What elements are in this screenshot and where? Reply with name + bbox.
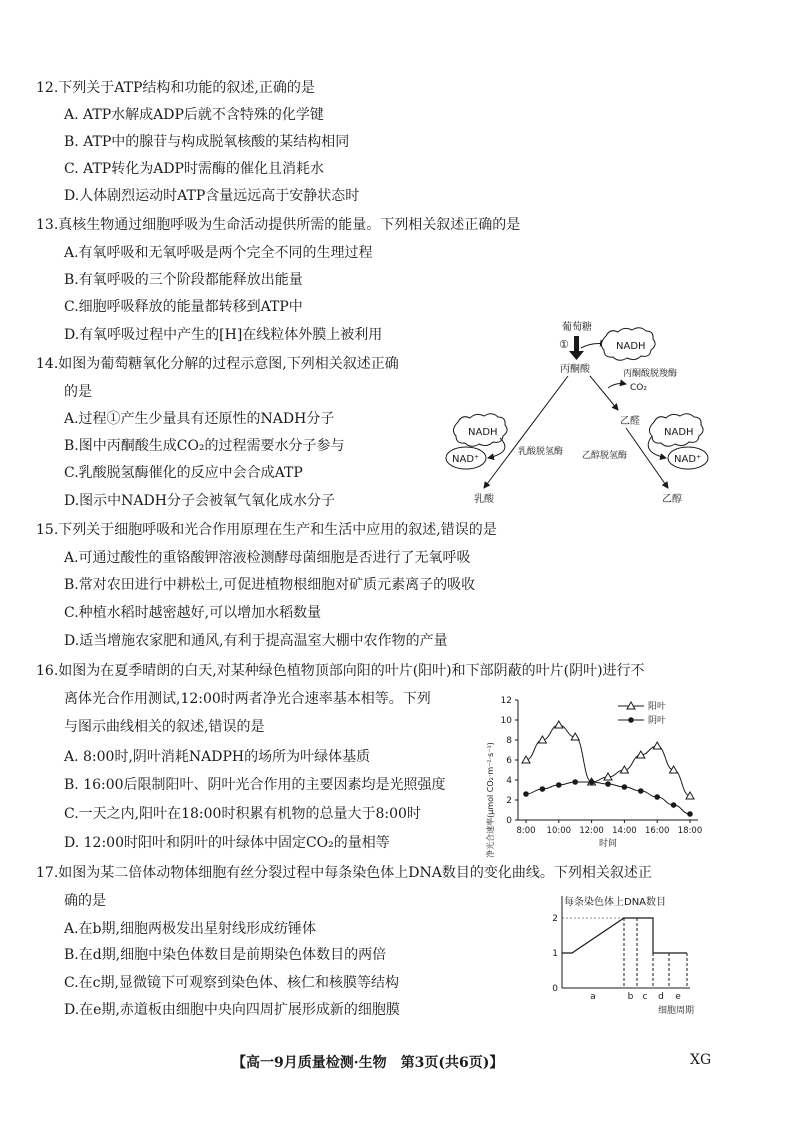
- chart16-point-circle: [638, 788, 644, 794]
- chart16-point-circle: [523, 791, 529, 797]
- glucose-label: 葡萄糖: [562, 322, 592, 333]
- q17-stem-line1: 17.如图为某二倍体动物体细胞有丝分裂过程中每条染色体上DNA数目的变化曲线。下列相关叙述正: [36, 865, 652, 881]
- q12-option-a: A. ATP水解成ADP后就不含特殊的化学键: [64, 107, 324, 123]
- chart16-ytick-label: 2: [506, 796, 512, 806]
- q13-option-a: A.有氧呼吸和无氧呼吸是两个完全不同的生理过程: [64, 245, 373, 261]
- chart16-legend-label: 阴叶: [648, 716, 667, 726]
- q17-stem-line2: 确的是: [64, 893, 106, 909]
- dna-per-chromosome-chart: [540, 890, 720, 1020]
- chart17-ytick-label: 1: [552, 949, 558, 959]
- glucose-oxidation-diagram: [440, 318, 720, 508]
- q15-option-d: D.适当增施农家肥和通风,有利于提高温室大棚中农作物的产量: [64, 633, 448, 649]
- chart17-phase-label: d: [658, 992, 664, 1002]
- nadh-right-label: NADH: [664, 427, 694, 438]
- chart16-point-circle: [540, 786, 546, 792]
- chart16-legend-label: 阳叶: [648, 702, 667, 712]
- nad-left-label: NAD⁺: [452, 454, 480, 465]
- chart17-phase-label: b: [627, 992, 634, 1002]
- q12-stem: 12.下列关于ATP结构和功能的叙述,正确的是: [36, 80, 315, 96]
- chart16-ytick-label: 10: [500, 716, 512, 726]
- page-footer: 【高一9月质量检测·生物 第3页(共6页)】: [232, 1055, 504, 1071]
- chart16-ytick-label: 8: [506, 736, 512, 746]
- chart16-legend-circle: [628, 717, 634, 723]
- chart17-phase-label: c: [642, 992, 648, 1002]
- chart17-phase-label: e: [675, 992, 681, 1002]
- q14-option-c: C.乳酸脱氢酶催化的反应中会合成ATP: [64, 465, 303, 481]
- q16-option-d: D. 12:00时阳叶和阴叶的叶绿体中固定CO₂的量相等: [64, 835, 390, 851]
- chart16-ytick-label: 12: [500, 696, 512, 706]
- ethanol-label: 乙醇: [662, 494, 682, 505]
- q16-option-c: C.一天之内,阳叶在18:00时积累有机物的总量大于8:00时: [64, 806, 421, 822]
- chart16-point-circle: [687, 811, 693, 817]
- q14-stem-line1: 14.如图为葡萄糖氧化分解的过程示意图,下列相关叙述正确: [36, 356, 399, 372]
- q13-option-c: C.细胞呼吸释放的能量都转移到ATP中: [64, 299, 303, 315]
- q12-option-c: C. ATP转化为ADP时需酶的催化且消耗水: [64, 161, 324, 177]
- chart16-xtick-label: 16:00: [644, 826, 670, 836]
- chart16-xtick-label: 14:00: [612, 826, 637, 836]
- chart16-legend: [618, 700, 666, 726]
- chart16-point-circle: [622, 784, 628, 790]
- q17-option-a: A.在b期,细胞两极发出星射线形成纺锤体: [64, 921, 316, 937]
- co2-label: CO₂: [630, 383, 647, 393]
- chart16-point-circle: [572, 779, 578, 785]
- chart16-xlabel: 时间: [598, 839, 618, 849]
- chart16-xtick-label: 8:00: [516, 826, 536, 836]
- q16-stem-line1: 16.如图为在夏季晴朗的白天,对某种绿色植物顶部向阳的叶片(阳叶)和下部阴蔽的叶片(阴叶)进行不: [36, 663, 645, 679]
- chart16-point-circle: [556, 782, 562, 788]
- q13-option-d: D.有氧呼吸过程中产生的[H]在线粒体外膜上被利用: [64, 327, 383, 343]
- adh-label: 乙醇脱氢酶: [582, 451, 628, 461]
- chart16-ytick-label: 0: [506, 816, 512, 826]
- chart17-ylabel: 每条染色体上DNA数目: [564, 897, 667, 908]
- q17-option-d: D.在e期,赤道板由细胞中央向四周扩展形成新的细胞膜: [64, 1002, 400, 1018]
- chart16-point-circle: [654, 794, 660, 800]
- q12-option-d: D.人体剧烈运动时ATP含量远远高于安静状态时: [64, 188, 360, 204]
- q17-option-b: B.在d期,细胞中染色体数目是前期染色体数目的两倍: [64, 947, 387, 963]
- q12-option-b: B. ATP中的腺苷与构成脱氧核酸的某结构相同: [64, 134, 350, 150]
- q16-stem-line3: 与图示曲线相关的叙述,错误的是: [64, 719, 265, 735]
- step-1-label: ①: [559, 338, 569, 351]
- chart16-point-circle: [589, 779, 595, 785]
- ldh-label: 乳酸脱氢酶: [518, 447, 564, 457]
- down-arrow-shaft: [574, 336, 579, 352]
- down-arrow-head: [569, 351, 584, 360]
- footer-code: XG: [690, 1052, 712, 1068]
- q15-stem: 15.下列关于细胞呼吸和光合作用原理在生产和生活中应用的叙述,错误的是: [36, 522, 497, 538]
- chart16-point-circle: [605, 781, 611, 787]
- q16-option-b: B. 16:00后限制阳叶、阴叶光合作用的主要因素均是光照强度: [64, 777, 446, 793]
- chart16-ylabel: 净光合速率(μmol CO₂·m⁻²·s⁻¹): [486, 742, 495, 858]
- q15-option-a: A.可通过酸性的重铬酸钾溶液检测酵母菌细胞是否进行了无氧呼吸: [64, 550, 471, 566]
- q16-stem-line2: 离体光合作用测试,12:00时两者净光合速率基本相等。下列: [64, 691, 431, 707]
- chart16-xtick-label: 10:00: [546, 826, 572, 836]
- nadh-top-label: NADH: [616, 341, 646, 352]
- acetaldehyde-label: 乙醛: [620, 416, 640, 427]
- q17-option-c: C.在c期,显微镜下可观察到染色体、核仁和核膜等结构: [64, 975, 399, 991]
- co2-release-arrow: [608, 384, 626, 389]
- nad-right-label: NAD⁺: [674, 454, 702, 465]
- q14-option-a: A.过程①产生少量具有还原性的NADH分子: [64, 411, 335, 427]
- q13-stem: 13.真核生物通过细胞呼吸为生命活动提供所需的能量。下列相关叙述正确的是: [36, 217, 521, 233]
- chart17-phase-label: a: [590, 992, 596, 1002]
- chart17-ytick-label: 2: [552, 914, 558, 924]
- q15-option-b: B.常对农田进行中耕松土,可促进植物根细胞对矿质元素离子的吸收: [64, 577, 476, 593]
- chart17-xlabel: 细胞周期: [658, 1006, 695, 1016]
- chart16-xtick-label: 12:00: [579, 826, 604, 836]
- q15-option-c: C.种植水稻时越密越好,可以增加水稻数量: [64, 605, 322, 621]
- pyruvate-to-acetaldehyde-arrow: [590, 376, 618, 410]
- q14-option-b: B.图中丙酮酸生成CO₂的过程需要水分子参与: [64, 438, 345, 454]
- nadh-left-label: NADH: [468, 427, 498, 438]
- chart16-point-triangle: [555, 721, 563, 728]
- pyruvate-label: 丙酮酸: [560, 364, 590, 375]
- lactate-label: 乳酸: [474, 494, 494, 505]
- chart16-xtick-label: 18:00: [677, 826, 703, 836]
- chart16-ytick-label: 6: [506, 756, 512, 766]
- q16-option-a: A. 8:00时,阴叶消耗NADPH的场所为叶绿体基质: [64, 749, 371, 765]
- chart16-point-circle: [671, 802, 677, 808]
- chart16-point-triangle: [653, 742, 661, 749]
- chart16-ytick-label: 4: [506, 776, 512, 786]
- q13-option-b: B.有氧呼吸的三个阶段都能释放出能量: [64, 272, 303, 288]
- q14-stem-line2: 的是: [64, 384, 92, 400]
- q14-option-d: D.图示中NADH分子会被氧气氧化成水分子: [64, 493, 335, 509]
- photosynthesis-rate-chart: [478, 690, 718, 866]
- chart17-ytick-label: 0: [552, 984, 558, 994]
- pdc-label: 丙酮酸脱羧酶: [623, 369, 678, 379]
- chart16-point-triangle: [686, 792, 694, 799]
